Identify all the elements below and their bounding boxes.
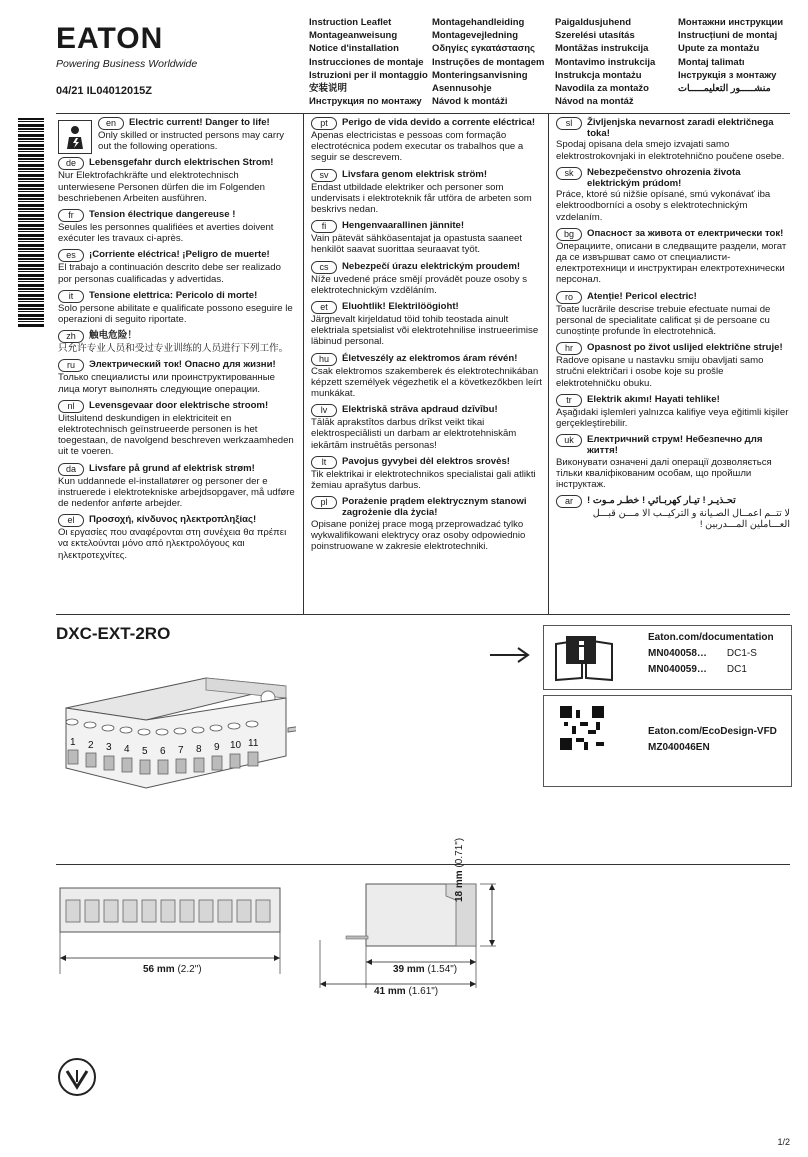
terminal-block-illustration (56, 668, 296, 808)
warning-hr: hr Opasnost po život uslijed električne struje! Radove opisane u nastavku smiju obavljati samo stručni električari i osobe koje su prošle elektrotehničku obuku. (556, 342, 783, 389)
eaton-logo: EATON (56, 22, 164, 55)
total-depth-dimension-label: 41 mm (1.61") (374, 986, 439, 997)
depth-dimension-label: 39 mm (1.54") (393, 964, 458, 975)
divider-col-2 (548, 113, 549, 614)
terminal-label-10: 10 (230, 740, 242, 751)
side-dimension-drawing (316, 876, 506, 996)
page-number: 1/2 (777, 1137, 790, 1147)
terminal-label-11: 11 (248, 738, 259, 749)
warning-en: en Electric current! Danger to life! Only skilled or instructed persons may carry out the following operations. (98, 117, 285, 153)
terminal-label-2: 2 (88, 740, 94, 751)
warning-da: da Livsfare på grund af elektrisk strøm! Kun uddannede el-installatører og personer der e instruerede i elektrotekniske arbejdsopgaver, må udføre de nedenfor anførte arbejder. (58, 462, 295, 510)
titles-col-2: Montagehandleiding Montagevejledning Οδηγίες εγκατάστασης Instruções de montagem Monteringsanvisning Asennusohje Návod k montáži (432, 17, 545, 108)
document-id: 04/21 IL04012015Z (56, 85, 153, 97)
warning-it: it Tensione elettrica: Pericolo di morte! Solo persone abilitate e qualificate possono eseguire le operazioni di seguito riportate. (58, 289, 293, 326)
warning-hu: hu Életveszély az elektromos áram révén! Csak elektromos szakemberek és elektrotechnikában képzett személyek végezhetik el a következőkben leírt munkákat. (311, 352, 542, 400)
terminal-label-4: 4 (124, 744, 130, 755)
warning-et: et Eluohtlik! Elektrilöögioht! Järgnevalt kirjeldatud töid tohib teostada ainult elektriala spetsialist või elektrotehnilise instrueerimise läbinud personal. (311, 301, 539, 348)
tagline: Powering Business Worldwide (56, 58, 198, 70)
warning-tr: tr Elektrik akımı! Hayati tehlike! Aşağıdaki işlemleri yalnızca kalifiye veya eğitimli kişiler gerçekleştirebilir. (556, 393, 789, 430)
warning-uk: uk Електричний струм! Небезпечно для життя! Виконувати означені далі операції дозволяється тільки кваліфікованим особам, що пройшли інструктаж. (556, 434, 772, 491)
warning-sl: sl Življenjska nevarnost zaradi električnega toka! Spodaj opisana dela smejo izvajati samo elektrostrokovnjaki in elektrotehnično poučene osebe. (556, 117, 785, 162)
warning-sk: sk Nebezpečenstvo ohrozenia života elektrickým prúdom! Práce, ktoré sú nižšie opísané, smú vykonávať iba elektroodborníci a osoby s elektrotechnickým vzdelaním. (556, 166, 771, 223)
warning-ar: ar تحـذيـر ! تيـار كهربـائي ! خطـر مـوت ! لا تتــم اعمــال الصـيانة و التركيــب الا مـــن قبـــل العـــاملين المـــدربين ! (556, 495, 790, 530)
height-dimension-label: 18 mm (0.71") (454, 837, 465, 902)
divider-col-1 (303, 113, 304, 614)
manual-code-1: MN040058… (648, 648, 707, 659)
warnings-col-1 (58, 117, 296, 566)
documentation-link[interactable]: Eaton.com/documentation (648, 632, 774, 643)
warning-zh: zh 触电危险！ 只允许专业人员和受过专业训练的人员进行下列工作。 (58, 330, 289, 355)
ecodesign-box (543, 695, 792, 787)
warning-es: es ¡Corriente eléctrica! ¡Peligro de muerte! El trabajo a continuación descrito debe ser realizado por personas cualificadas y advertidas. (58, 249, 281, 285)
warning-lv: lv Elektriskā strāva apdraud dzīvību! Tālāk aprakstītos darbus drīkst veikt tikai elektrospeciālisti un darbam ar elektrotehniskām iekārtām instruētās personas! (311, 404, 517, 451)
barcode (18, 118, 44, 328)
warning-fi: fi Hengenvaarallinen jännite! Vain pätevät sähköasentajat ja opastusta saaneet henkilöt saavat suorittaa seuraavat työt. (311, 220, 523, 256)
certification-mark-icon (56, 1056, 98, 1098)
manual-info-icon (552, 632, 616, 682)
terminal-label-6: 6 (160, 746, 166, 757)
warning-fr: fr Tension électrique dangereuse ! Seules les personnes qualifiées et averties doivent exécuter les travaux ci-après. (58, 209, 274, 245)
warning-sv: sv Livsfara genom elektrisk ström! Endast utbildade elektriker och personer som undervisats i elektroteknik får utföra de arbeten som beskrivs nedan. (311, 168, 532, 216)
manual-model-1: DC1-S (726, 648, 757, 659)
terminal-label-8: 8 (196, 744, 202, 755)
warning-bg: bg Опасност за живота от електрически ток! Операциите, описани в следващите раздели, могат да се извършват само от специалисти-електротехници и инструктиран електротехнически персонал. (556, 227, 787, 286)
ecodesign-link[interactable]: Eaton.com/EcoDesign-VFD (648, 726, 777, 737)
warning-ro: ro Atenție! Pericol electric! Toate lucrările descrise trebuie efectuate numai de personal de specialitate calificat și de persoane cu cunoștințe profunde în electrotehnică. (556, 290, 771, 338)
manual-code-2: MN040059… (648, 664, 707, 675)
warnings-col-3 (556, 117, 790, 536)
titles-col-4: Монтажни инструкции Instrucțiuni de montaj Upute za montažu Montaj talimatı Інструкція з монтажу منشـــــور التعليمـــــات (678, 17, 784, 94)
warning-pl: pl Porażenie prądem elektrycznym stanowi zagrożenie dla życia! Opisane poniżej prace mogą przeprowadzać tylko wykwalifikowani elektrycy oraz osoby odpowiednio poinstruowane w zakresie elektrotechniki. (311, 496, 527, 553)
titles-col-3: Paigaldusjuhend Szerelési utasítás Montāžas instrukcija Montavimo instrukcija Instrukcja montażu Navodila za montažo Návod na montáž (555, 17, 656, 108)
warning-el: el Προσοχή, κίνδυνος ηλεκτροπληξίας! Οι εργασίες που αναφέρονται στη συνέχεια θα πρέπει να εκτελούνται μόνο από ηλεκτρολόγους και ηλεκτροτεχνίτες. (58, 514, 287, 561)
qr-code (560, 706, 604, 750)
documentation-box (543, 625, 792, 690)
warnings-col-2 (311, 117, 543, 557)
terminal-label-3: 3 (106, 742, 112, 753)
warning-de: de Lebensgefahr durch elektrischen Strom! Nur Elektrofachkräfte und elektrotechnisch unterwiesene Personen dürfen die im Folgenden beschriebenen Arbeiten ausführen. (58, 157, 274, 204)
front-dimension-drawing (56, 878, 296, 978)
divider-warnings-bottom (56, 614, 790, 615)
product-name: DXC-EXT-2RO (56, 624, 171, 643)
terminal-label-9: 9 (214, 742, 220, 753)
width-dimension-label: 56 mm (2.2") (143, 964, 202, 975)
manual-model-2: DC1 (726, 664, 747, 675)
terminal-label-5: 5 (142, 746, 148, 757)
titles-col-1: Instruction Leaflet Montageanweisung Notice d'installation Instrucciones de montaje Istruzioni per il montaggio 安装说明 Инструкция по монтажу (309, 17, 428, 108)
arrow-right-icon (486, 640, 536, 670)
warning-pt: pt Perigo de vida devido a corrente eléctrica! Apenas electricistas e pessoas com formação electrotécnica podem executar os trabalhos que a seguir se descrevem. (311, 117, 536, 164)
divider-top (56, 113, 790, 114)
warning-nl: nl Levensgevaar door elektrische stroom! Uitsluitend deskundigen in elektriciteit en elektrotechnisch geïnstrueerde personen is het toegestaan, de navolgend beschreven werkzaamheden uit te voeren. (58, 399, 294, 458)
warning-cs: cs Nebezpečí úrazu elektrickým proudem! Níže uvedené práce smějí provádět pouze osoby s elektrotechnickým vzděláním. (311, 260, 527, 296)
terminal-label-1: 1 (70, 737, 76, 748)
terminal-label-7: 7 (178, 745, 184, 756)
divider-dimensions (56, 864, 790, 865)
warning-ru: ru Электрический ток! Опасно для жизни! Только специалисты или проинструктированные лица могут выполнять следующие операции. (58, 359, 276, 395)
warning-lt: lt Pavojus gyvybei dėl elektros srovės! Tik elektrikai ir elektrotechnikos specialistai gali atlikti žemiau aprašytus darbus. (311, 455, 536, 492)
ecodesign-code: MZ040046EN (648, 742, 710, 753)
